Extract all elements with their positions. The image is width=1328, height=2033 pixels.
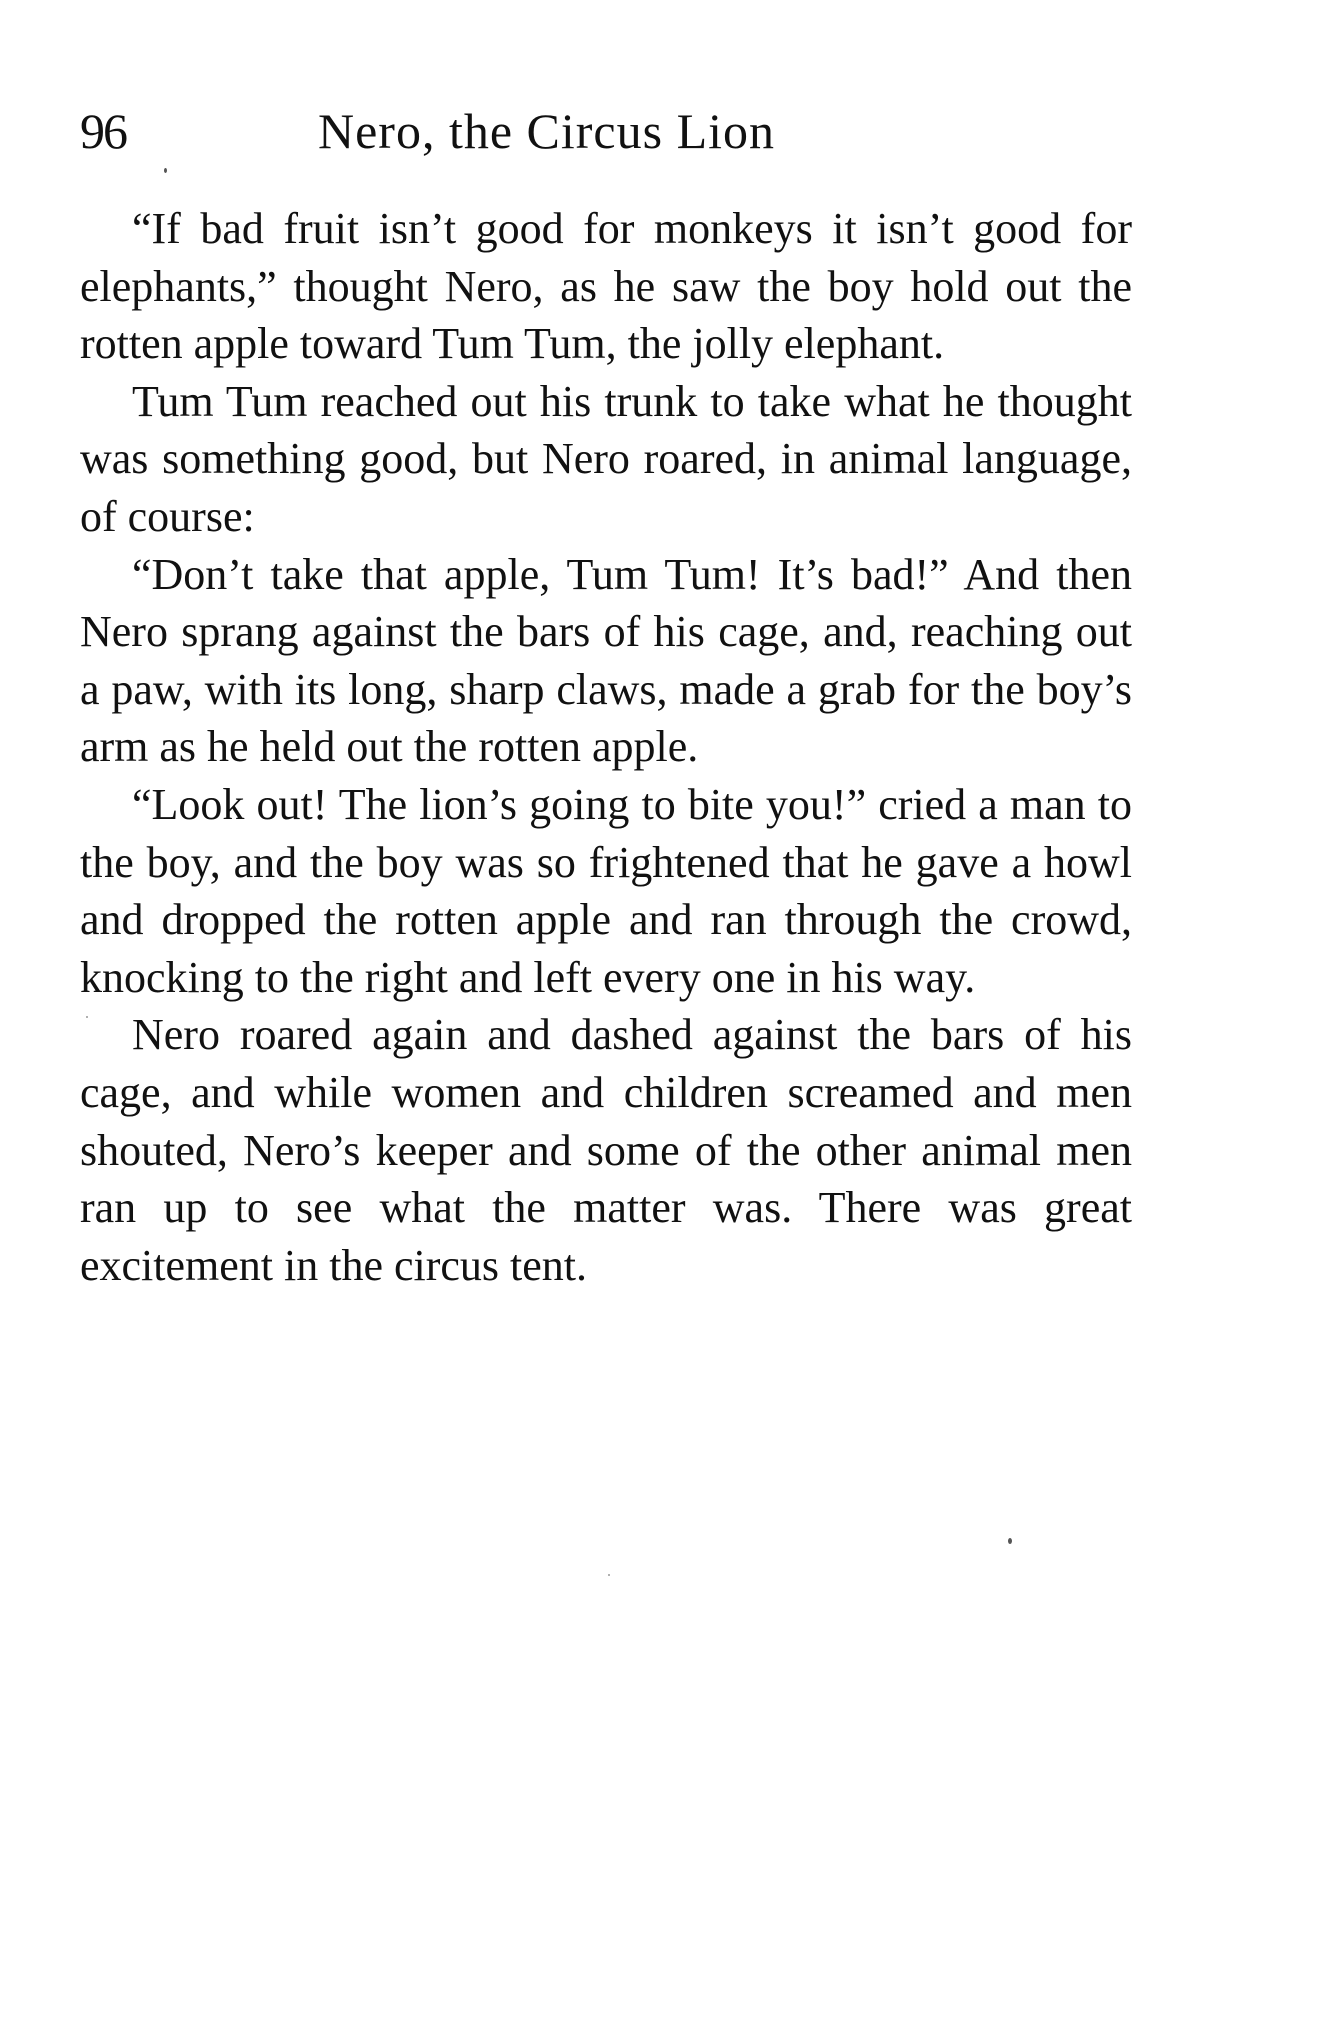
page-header <box>80 96 1140 166</box>
paragraph: “Look out! The lion’s going to bite you!” cried a man to the boy, and the boy was so frightened that he gave a howl and dropped the rotten apple and ran through the crowd, knocking to the right and left every one in his way. <box>80 779 1132 1002</box>
page-number: 96 <box>80 103 126 159</box>
scan-speck <box>1008 1538 1012 1544</box>
scan-speck <box>164 168 167 173</box>
body-text <box>80 200 1132 1294</box>
scan-speck <box>608 1574 610 1576</box>
running-head: Nero, the Circus Lion <box>318 103 776 159</box>
paragraph: Tum Tum reached out his trunk to take what he thought was something good, but Nero roared, in animal language, of course: <box>80 376 1132 541</box>
scan-speck <box>86 1016 88 1018</box>
paragraph: “Don’t take that apple, Tum Tum! It’s bad!” And then Nero sprang against the bars of his cage, and, reaching out a paw, with its long, sharp claws, made a grab for the boy’s arm as he held out the rotten apple. <box>80 549 1132 772</box>
paragraph: “If bad fruit isn’t good for monkeys it isn’t good for elephants,” thought Nero, as he saw the boy hold out the rotten apple toward Tum Tum, the jolly elephant. <box>80 204 1132 369</box>
paragraph: Nero roared again and dashed against the bars of his cage, and while women and children screamed and men shouted, Nero’s keeper and some of the other animal men ran up to see what the matter was. There was great excitement in the circus tent. <box>80 1010 1132 1290</box>
